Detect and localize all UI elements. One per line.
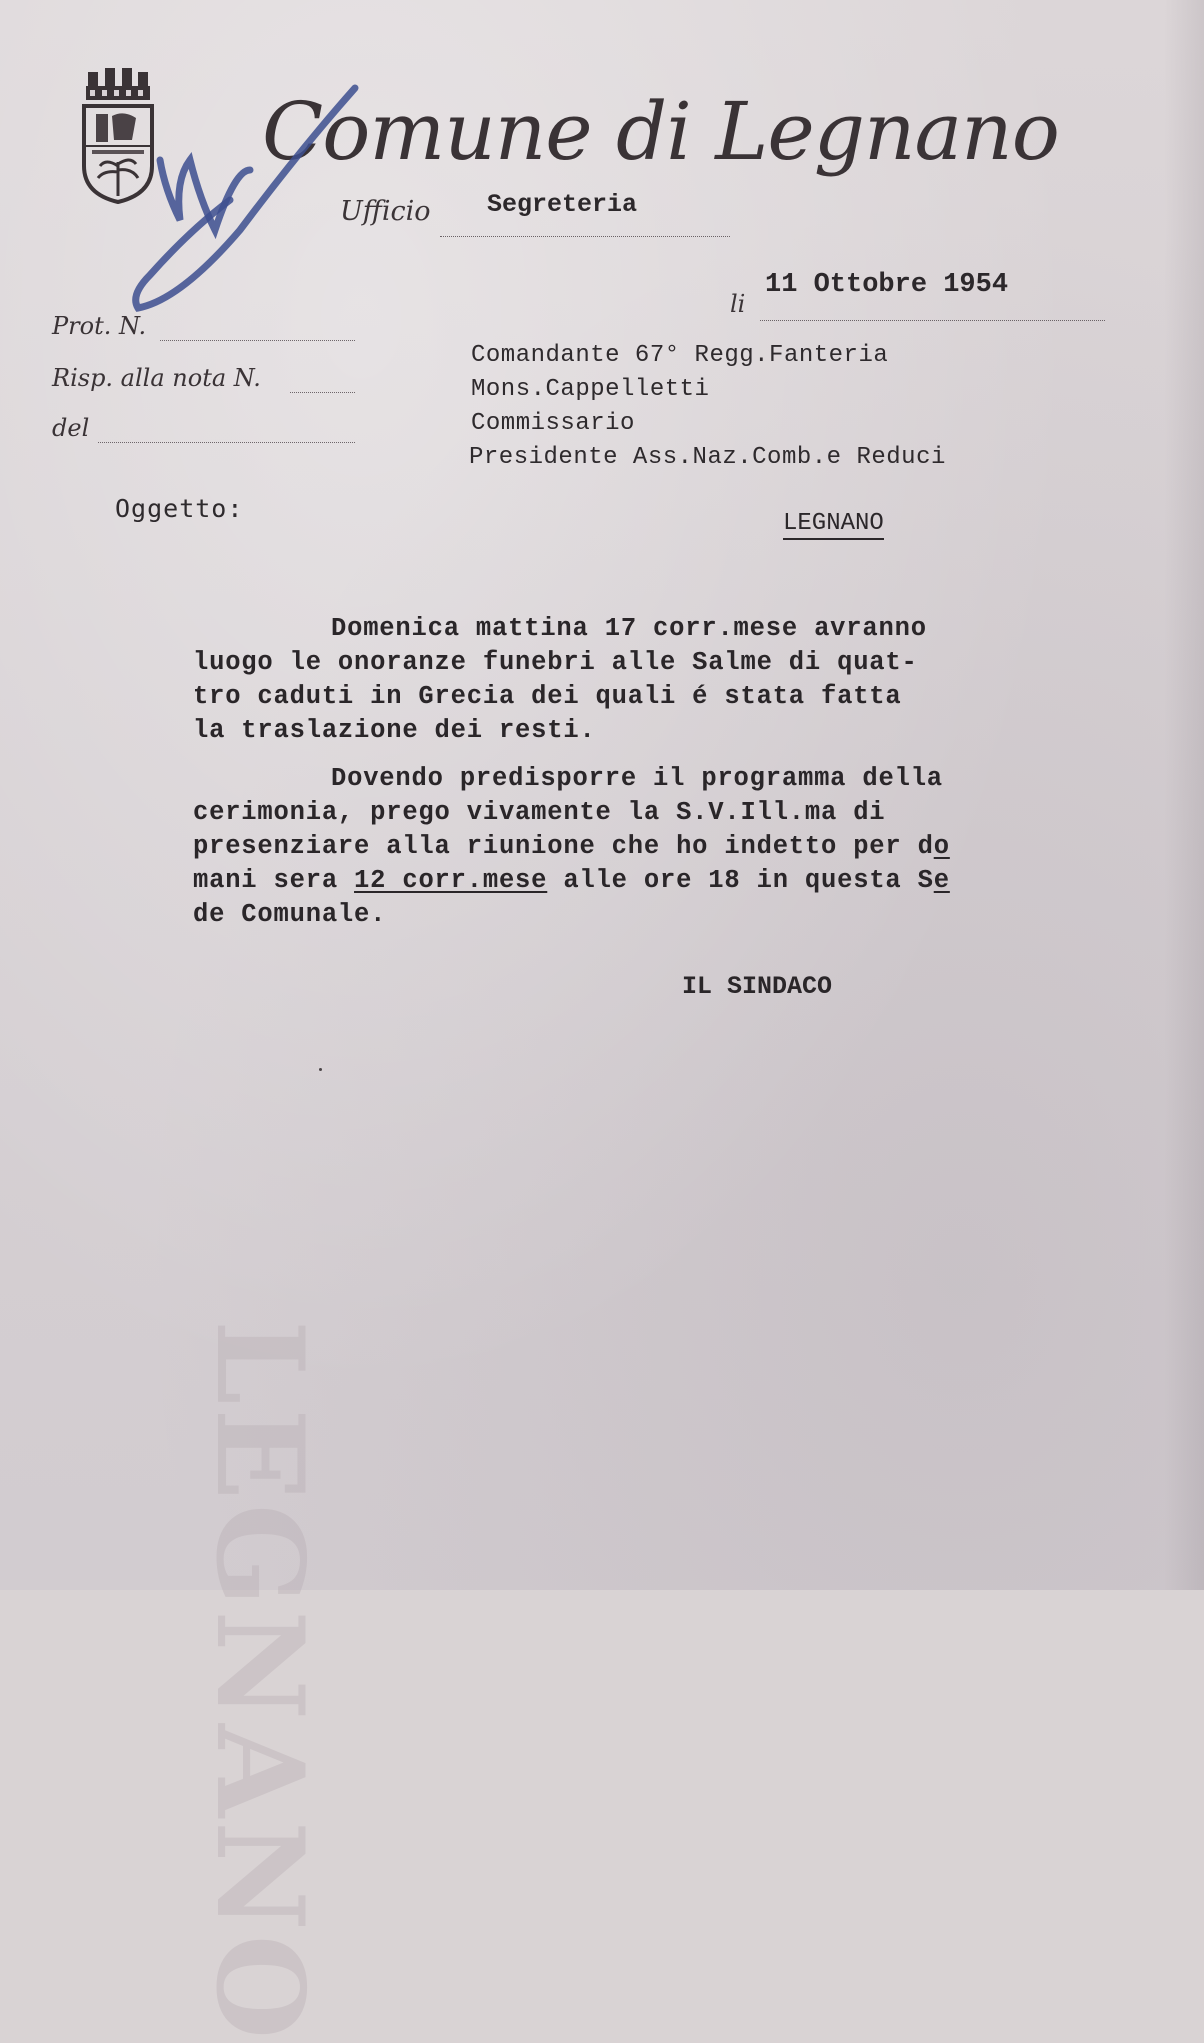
del-label: del — [52, 414, 90, 442]
letterhead-title: Comune di Legnano — [262, 85, 1059, 178]
body-line: tro caduti in Grecia dei quali é stata fatta — [193, 682, 902, 711]
signature-title: IL SINDACO — [682, 972, 833, 1001]
meeting-date-underlined: 12 corr.mese — [354, 866, 548, 895]
prot-line — [160, 340, 355, 341]
ufficio-label: Ufficio — [340, 196, 431, 227]
recipient-line: Commissario — [471, 410, 635, 437]
risp-label: Risp. alla nota N. — [52, 364, 261, 392]
body-line: la traslazione dei resti. — [193, 716, 596, 745]
del-line — [98, 442, 355, 443]
risp-line — [290, 392, 355, 393]
body-line: cerimonia, prego vivamente la S.V.Ill.ma di — [193, 798, 886, 827]
paper-speck — [319, 1068, 322, 1071]
recipient-line: Mons.Cappelletti — [471, 376, 710, 403]
recipient-city: LEGNANO — [783, 510, 884, 540]
body-line — [193, 832, 950, 861]
ufficio-value: Segreteria — [487, 190, 638, 219]
body-text: alle ore 18 in questa S — [547, 866, 934, 895]
watermark: LEGNANO — [189, 1320, 330, 2043]
body-text: mani sera — [193, 866, 355, 895]
oggetto-label: Oggetto: — [115, 494, 244, 523]
recipient-line: Presidente Ass.Naz.Comb.e Reduci — [469, 444, 946, 471]
letter-date: 11 Ottobre 1954 — [765, 270, 1009, 300]
body-line: de Comunale. — [193, 900, 387, 929]
body-line: luogo le onoranze funebri alle Salme di quat- — [193, 648, 918, 677]
ufficio-dotted-line — [440, 236, 730, 237]
body-line: Domenica mattina 17 corr.mese avranno — [331, 614, 927, 643]
recipient-line: Comandante 67° Regg.Fanteria — [471, 342, 889, 369]
page-edge-shadow — [1164, 0, 1204, 1590]
body-text-underlined: o — [933, 832, 950, 861]
body-text-underlined: e — [933, 866, 950, 895]
body-text: presenziare alla riunione che ho indetto per d — [193, 832, 934, 861]
body-line — [193, 866, 950, 895]
pen-annotation — [120, 60, 380, 320]
body-line: Dovendo predisporre il programma della — [331, 764, 943, 793]
date-dotted-line — [760, 320, 1105, 321]
date-prefix: li — [730, 290, 746, 318]
prot-label: Prot. N. — [52, 312, 147, 340]
